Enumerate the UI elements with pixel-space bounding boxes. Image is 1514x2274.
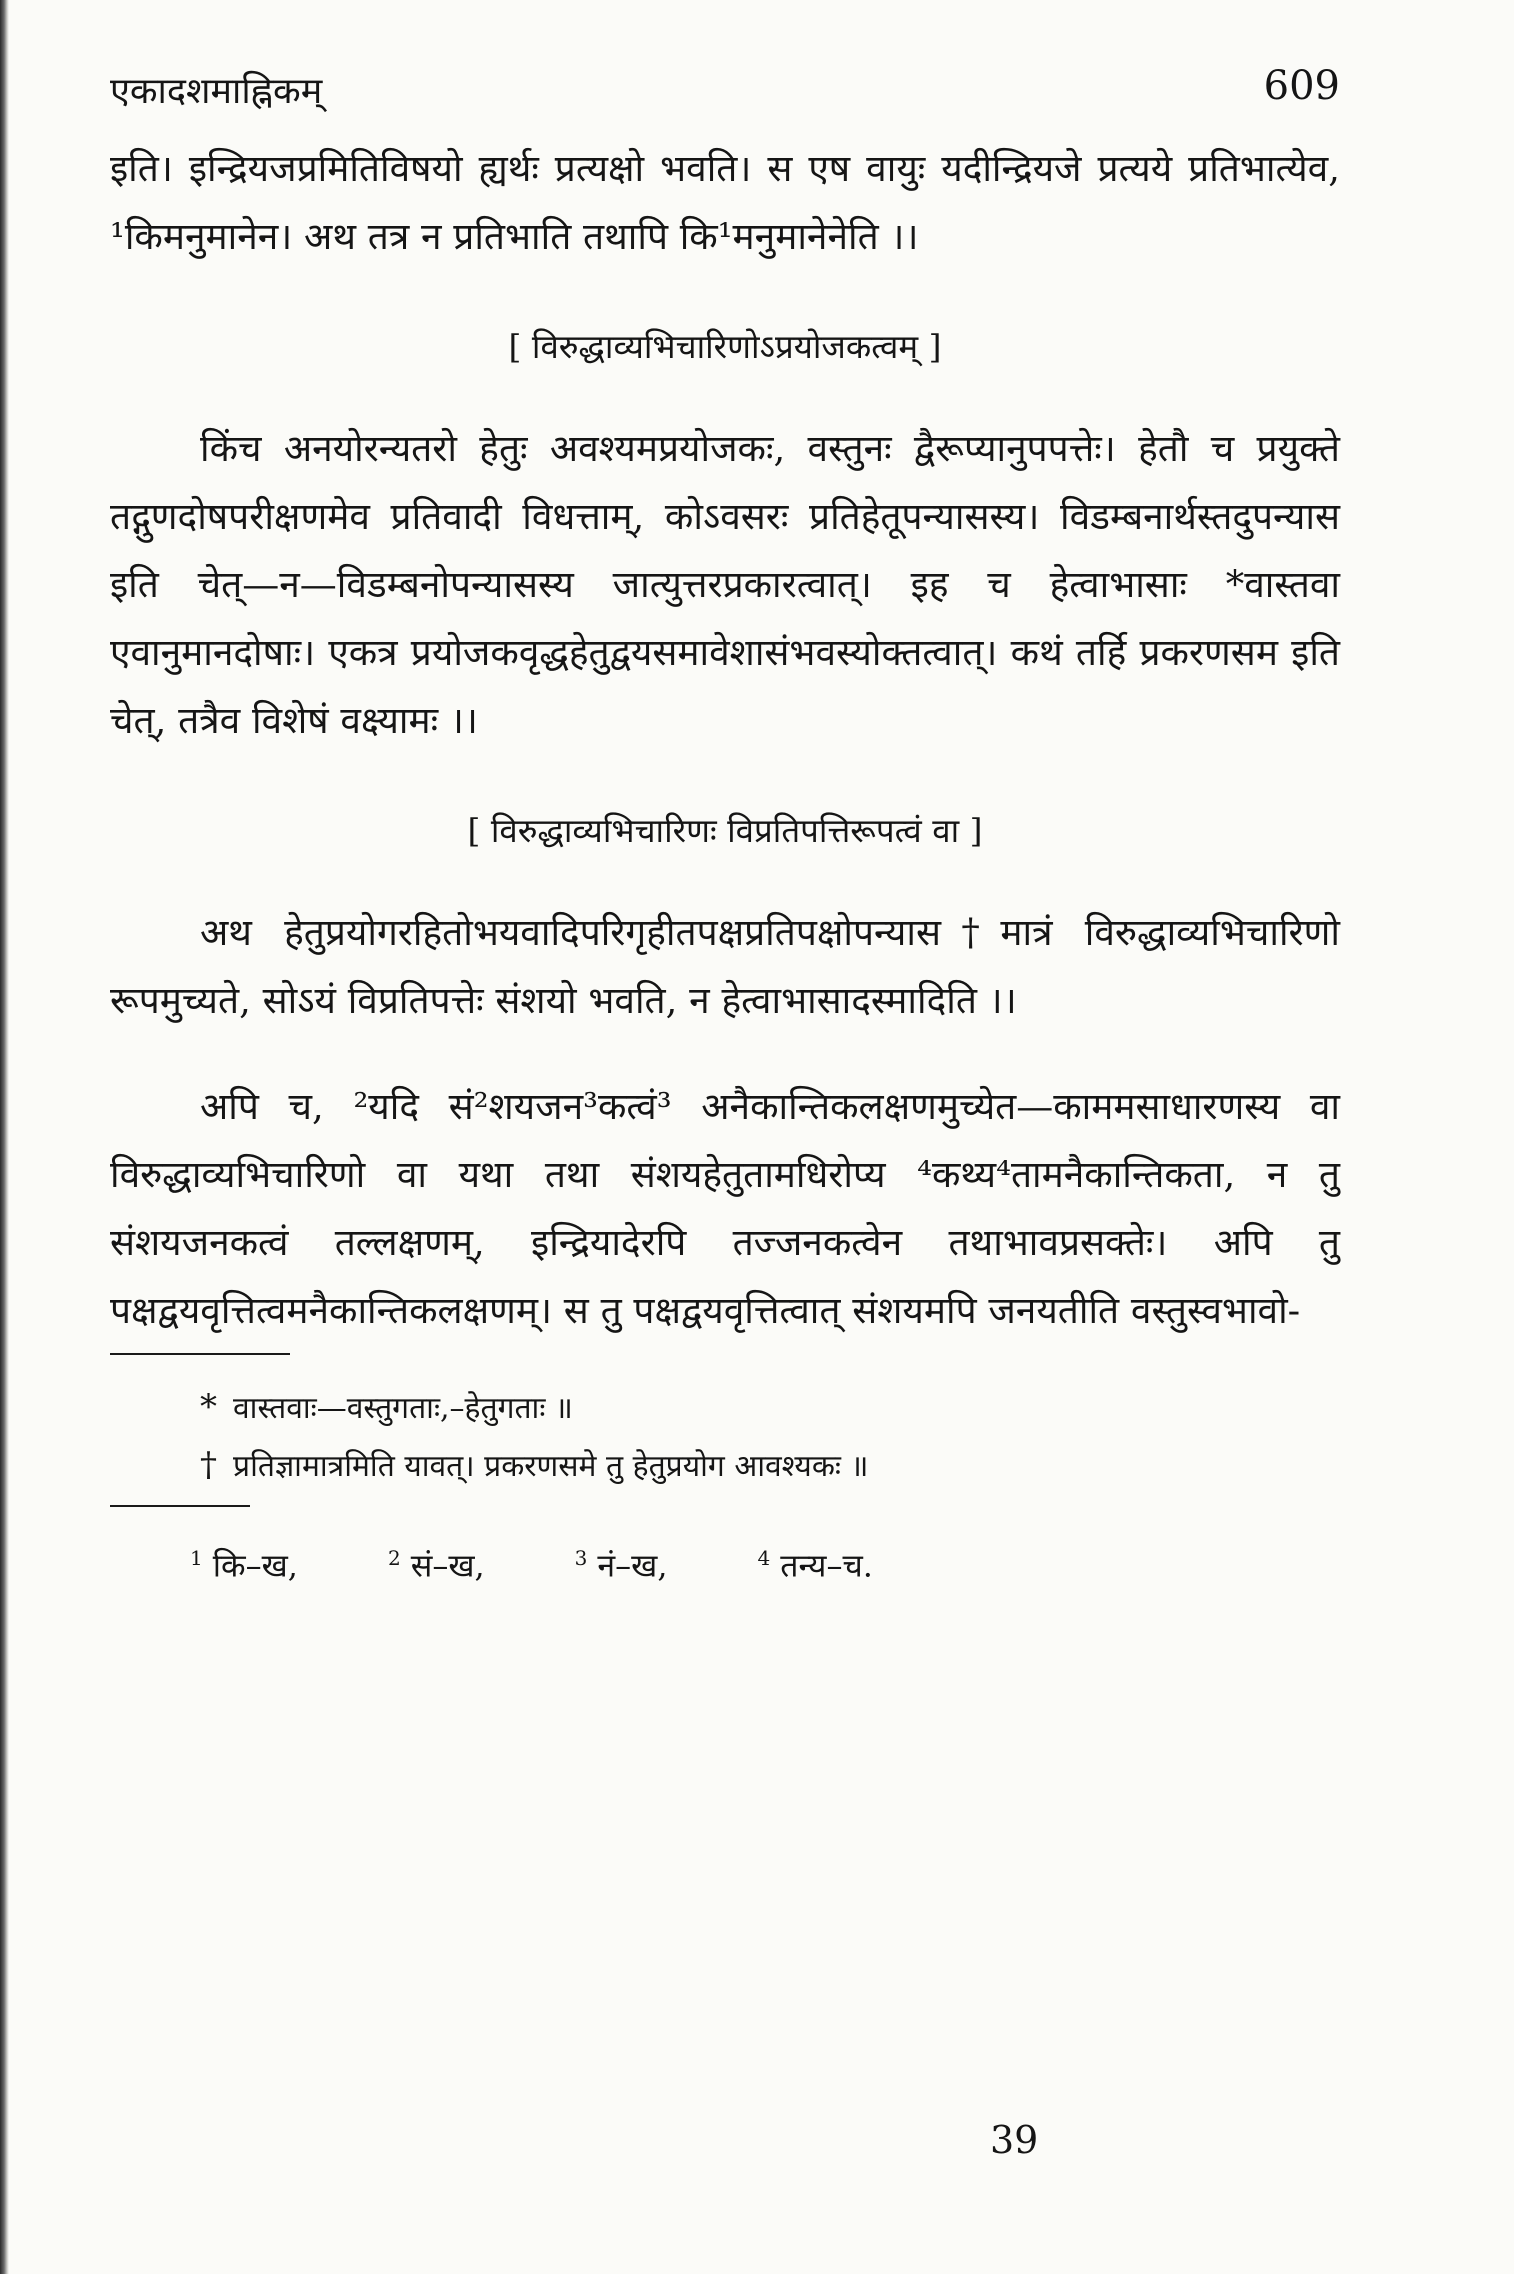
footnote-dagger — [110, 1437, 1340, 1495]
variant-2: $^2$ सं–ख, — [387, 1546, 485, 1585]
book-page — [110, 55, 1340, 1591]
footnote-star — [110, 1379, 1340, 1437]
section-heading-2: [ विरुद्धाव्यभिचारिणः विप्रतिपत्तिरूपत्वं वा ] — [467, 811, 983, 850]
footnote-mark: † — [200, 1445, 217, 1485]
variant-4: $^4$ तन्य–च. — [757, 1546, 873, 1585]
variants-divider — [110, 1505, 250, 1507]
paragraph-1: इति। इन्द्रियजप्रमितिविषयो ह्यर्थः प्रत्यक्षो भवति। स एष वायुः यदीन्द्रियजे प्रत्यये प्रतिभात्येव, ¹किमनुमानेन। अथ तत्र न प्रतिभाति तथापि कि¹मनुमानेनेति ।। — [110, 147, 1340, 258]
signature-mark: 39 — [990, 2118, 1039, 2162]
footnote-mark: * — [200, 1387, 217, 1427]
section-heading-1: [ विरुद्धाव्यभिचारिणोऽप्रयोजकत्वम् ] — [508, 327, 942, 366]
variant-3: $^3$ नं–ख, — [574, 1546, 668, 1585]
running-head — [110, 55, 1340, 135]
chapter-title: एकादशमाह्निकम् — [110, 71, 323, 112]
paragraph-2: किंच अनयोरन्यतरो हेतुः अवश्यमप्रयोजकः, वस्तुनः द्वैरूप्यानुपपत्तेः। हेतौ च प्रयुक्ते तद्गुणदोषपरीक्षणमेव प्रतिवादी विधत्ताम्, कोऽवसरः प्रतिहेतूपन्यासस्य। विडम्बनार्थस्तदुपन्यास इति चेत्—न—विडम्बनोपन्यासस्य जात्युत्तरप्रकारत्वात्। इह च हेत्वाभासाः *वास्तवा एवानुमानदोषाः। एकत्र प्रयोजकवृद्धहेतुद्वयसमावेशासंभवस्योक्तत्वात्। कथं तर्हि प्रकरणसम इति चेत्, तत्रैव विशेषं वक्ष्यामः ।। — [110, 427, 1340, 742]
paragraph-3: अथ हेतुप्रयोगरहितोभयवादिपरिगृहीतपक्षप्रतिपक्षोपन्यास†मात्रं विरुद्धाव्यभिचारिणो रूपमुच्यते, सोऽयं विप्रतिपत्तेः संशयो भवति, न हेत्वाभासादस्मादिति ।। — [110, 911, 1340, 1022]
footnote-text: प्रतिज्ञामात्रमिति यावत्। प्रकरणसमे तु हेतुप्रयोग आवश्यकः ॥ — [233, 1449, 869, 1484]
paragraph-4: अपि च, ²यदि सं²शयजन³कत्वं³ अनैकान्तिकलक्षणमुच्येत—काममसाधारणस्य वा विरुद्धाव्यभिचारिणो वा यथा तथा संशयहेतुतामधिरोप्य ⁴कथ्य⁴तामनैकान्तिकता, न तु संशयजनकत्वं तल्लक्षणम्, इन्द्रियादेरपि तज्जनकत्वेन तथाभावप्रसक्तेः। अपि तु पक्षद्वयवृत्तित्वमनैकान्तिकलक्षणम्। स तु पक्षद्वयवृत्तित्वात् संशयमपि जनयतीति वस्तुस्वभावो- — [110, 1085, 1340, 1332]
footnote-text: वास्तवाः—वस्तुगताः,–हेतुगताः ॥ — [233, 1391, 573, 1426]
scan-left-edge — [0, 0, 9, 2274]
variant-readings — [110, 1533, 1340, 1591]
page-number: 609 — [1263, 63, 1340, 109]
footnote-divider — [110, 1353, 290, 1355]
variant-1: $^1$ कि–ख, — [190, 1546, 298, 1585]
